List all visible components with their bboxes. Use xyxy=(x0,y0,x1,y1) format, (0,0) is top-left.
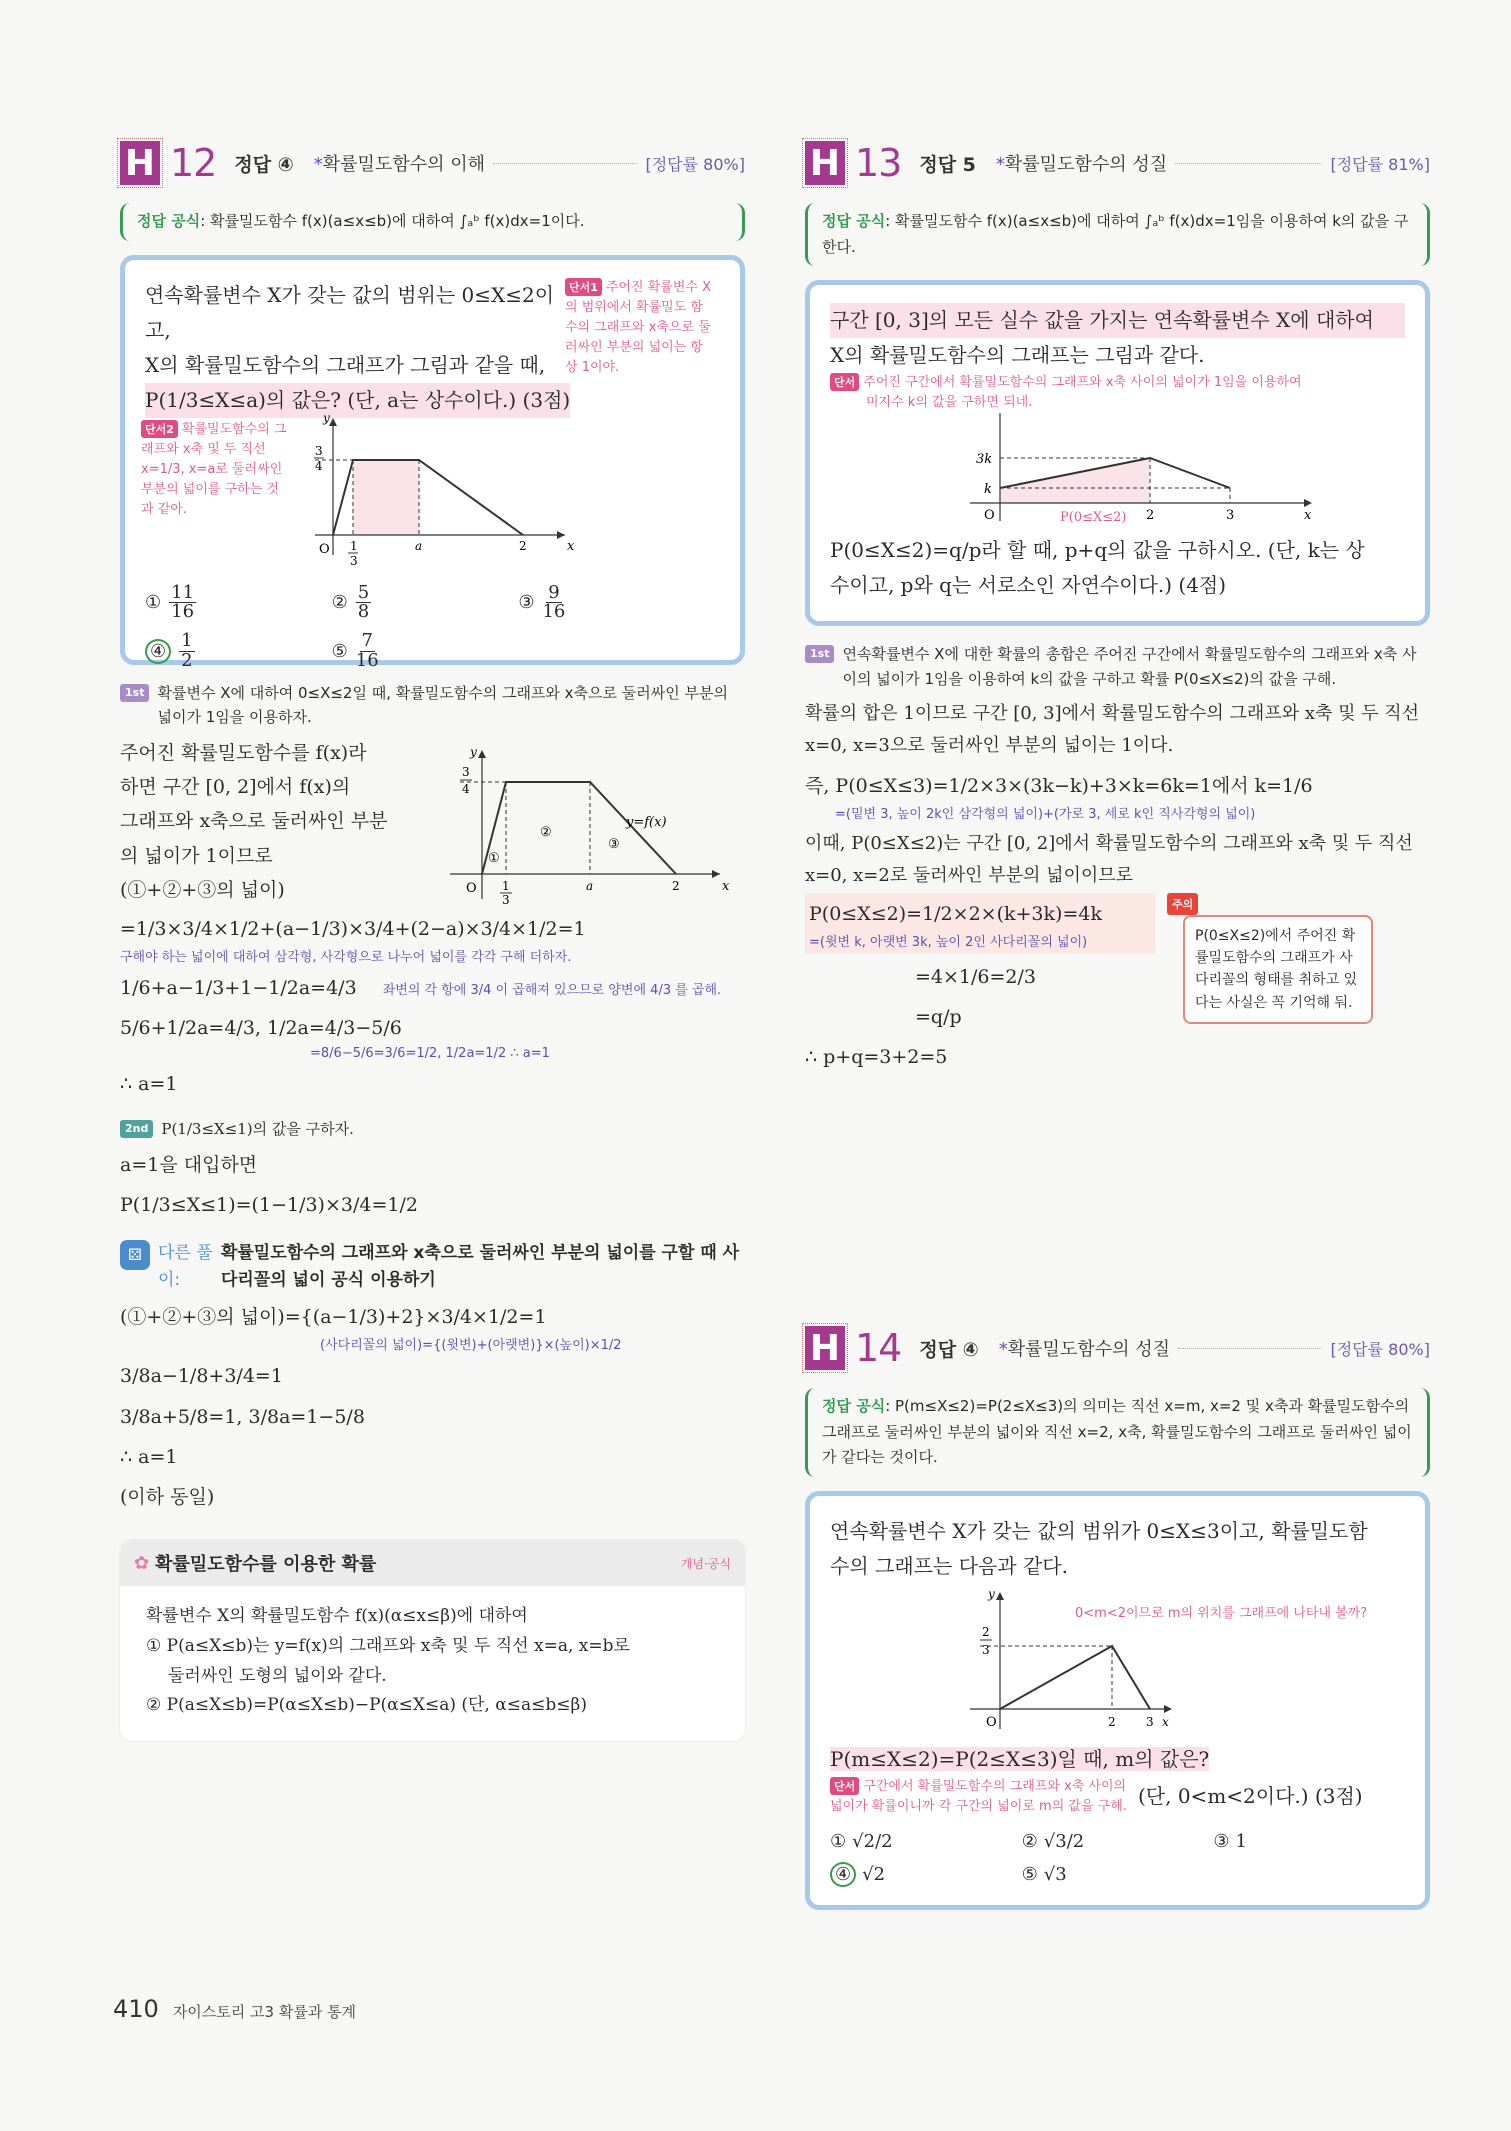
question-box xyxy=(120,255,745,672)
choice-2[interactable]: ② √3/2 xyxy=(1021,1830,1085,1852)
solution-step-2: 2nd P(1/3≤X≤1)의 값을 구하자. xyxy=(120,1117,745,1142)
svg-text:3: 3 xyxy=(315,443,323,458)
solution-step-1: 1st 확률변수 X에 대하여 0≤X≤2일 때, 확률밀도함수의 그래프와 x축으로 둘러싸인 부분의 넓이가 1임을 이용하자. xyxy=(120,681,745,731)
solution-step-1: 1st 연속확률변수 X에 대한 확률의 총합은 주어진 구간에서 확률밀도함수의 그래프와 x축 사이의 넓이가 1임을 이용하여 k의 값을 구하고 확률 P(0≤X≤2)의 값을 구해. xyxy=(805,642,1430,692)
choice-4-selected[interactable]: ④ $\frac{1}{2}$ xyxy=(145,632,332,671)
problem-letter-badge: H xyxy=(120,141,160,185)
question-box: 연속확률변수 X가 갖는 값의 범위가 0≤X≤3이고, 확률밀도함 수의 그래프는 다음과 같다. y 2 3 O 2 3 x 0<m<2이므로 m의 위치를 그래프에 나타내 볼까? P(m≤X≤2)=P(2≤X≤3)일 때, m의 값은? 단서 구간에서 확률밀도함수의 그래프와 x축 사이의 넓이가 확률이니까 각 구간의 넓이로 m의 값을 구해. (단, 0<m<2이다.) (3점) ① √2/2 ② √3/2 ③ 1 ④ √2 ⑤ √3 xyxy=(805,1491,1430,1910)
svg-text:2: 2 xyxy=(519,538,527,553)
topic: *확률밀도함수의 성질 xyxy=(995,154,1168,175)
svg-text:a: a xyxy=(415,538,423,553)
svg-text:3: 3 xyxy=(982,1642,990,1657)
problem-letter-badge: H xyxy=(805,141,845,185)
svg-text:x: x xyxy=(1162,1714,1169,1729)
leader-dots xyxy=(493,163,637,164)
svg-text:O: O xyxy=(466,881,477,896)
star-icon: * xyxy=(998,1339,1008,1360)
choice-5[interactable]: ⑤ √3 xyxy=(1021,1863,1067,1885)
answer-label: 정답 5 xyxy=(919,153,976,176)
svg-text:4: 4 xyxy=(462,782,470,796)
concept-box: ✿ 확률밀도함수를 이용한 확률 개념·공식 확률변수 X의 확률밀도함수 f(x)(α≤x≤β)에 대하여 ① P(a≤X≤b)는 y=f(x)의 그래프와 x축 및 두 직선 x=a, x=b로 둘러싸인 도형의 넓이와 같다. ② P(a≤X≤b)=P(α≤X≤b)−P(α≤X≤a) (단, α≤a≤b≤β) xyxy=(120,1540,745,1741)
problem-letter-badge: H xyxy=(805,1326,845,1370)
svg-text:3k: 3k xyxy=(976,452,993,468)
step-badge: 2nd xyxy=(120,1120,153,1138)
choice-2[interactable]: ② $\frac{5}{8}$ xyxy=(331,581,370,623)
book-title: 자이스토리 고3 확률과 통계 xyxy=(172,2003,357,2021)
svg-text:①: ① xyxy=(488,851,500,866)
answer-choices xyxy=(830,1831,1405,1887)
question-text: 연속확률변수 X가 갖는 값의 범위는 0≤X≤2이고, X의 확률밀도함수의 그래프가 그림과 같을 때, P(1/3≤X≤a)의 값은? (단, a는 상수이다.) (3점) xyxy=(145,278,575,418)
svg-text:1: 1 xyxy=(502,879,510,893)
problem-header xyxy=(805,1320,1430,1376)
leader-dots xyxy=(1178,1348,1322,1349)
trapezoid-area-eq: P(0≤X≤2)=1/2×2×(k+3k)=4k =(윗변 k, 아랫변 3k, 높이 2인 사다리꼴의 넓이) xyxy=(805,893,1155,954)
topic: *확률밀도함수의 이해 xyxy=(313,154,485,175)
choice-1[interactable]: ① $\frac{11}{16}$ xyxy=(145,581,195,623)
correct-rate: [정답률 81%] xyxy=(1330,154,1430,174)
star-icon: * xyxy=(313,154,323,175)
leader-dots xyxy=(1175,163,1322,164)
selected-circle-mark: ④ xyxy=(830,1862,856,1887)
pdf-graph xyxy=(295,410,585,568)
svg-text:3: 3 xyxy=(502,893,510,907)
answer-formula: 정답 공식: 확률밀도함수 f(x)(a≤x≤b)에 대하여 ∫ₐᵇ f(x)dx=1임을 이용하여 k의 값을 구한다. xyxy=(805,203,1430,266)
eq-area-sum: =1/3×3/4×1/2+(a−1/3)×3/4+(2−a)×3/4×1/2=1 xyxy=(120,918,586,940)
svg-text:y: y xyxy=(988,1586,995,1601)
svg-text:y: y xyxy=(323,410,330,425)
answer-label: 정답 ④ xyxy=(919,1338,979,1361)
svg-text:2: 2 xyxy=(672,879,680,893)
svg-text:y: y xyxy=(470,745,477,759)
page-footer xyxy=(113,1995,356,2023)
eq-solve-note: =8/6−5/6=3/6=1/2, 1/2a=1/2 ∴ a=1 xyxy=(310,1045,550,1061)
svg-text:a: a xyxy=(586,879,594,893)
correct-rate: [정답률 80%] xyxy=(645,154,745,174)
page-number: 410 xyxy=(113,1995,159,2023)
problem-header xyxy=(805,135,1430,191)
selected-circle-mark: ④ xyxy=(145,639,171,664)
hint-2: 단서2 확률밀도함수의 그래프와 x축 및 두 직선 x=1/3, x=a로 둘러싸인 부분의 넓이를 구하는 것과 같아. xyxy=(141,421,287,518)
correct-rate: [정답률 80%] xyxy=(1330,1339,1430,1359)
formula-label: 정답 공식 xyxy=(137,212,201,230)
step-badge: 1st xyxy=(120,684,149,702)
svg-text:4: 4 xyxy=(315,458,323,473)
formula-text: : 확률밀도함수 f(x)(a≤x≤b)에 대하여 ∫ₐᵇ f(x)dx=1이다. xyxy=(200,212,585,230)
eq-simplify: 1/6+a−1/3+1−1/2a=4/3 좌변의 각 항에 3/4 이 곱해져 있으므로 양변에 4/3 를 곱해. xyxy=(120,977,722,1000)
choice-5[interactable]: ⑤ $\frac{7}{16}$ xyxy=(331,630,379,672)
problem-h12: H 12 정답 ④ *확률밀도함수의 이해 [정답률 80%] 정답 공식: 확률밀도함수 f(x)(a≤x≤b)에 대하여 ∫ₐᵇ f(x)dx=1이다. 연속확률변수 X가 갖는 값의 범위는 0≤X≤2이고, X의 확률밀도함수의 그래프가 그림과 같을 때, P(1/3≤X≤a)의 값은? (단, a는 상수이다.) (3점) 단서1 주어진 확률변수 X의 범위에서 확률밀도 함수의 그래프와 x축으로 둘러싸인 부분의 넓이는 항상 1이야. 단서2 확률밀도함수의 그래프와 x축 및 두 직선 x=1/3, x=a로 둘러싸인 부분의 넓이를 구하는 것과 같아. y x O 3 4 1 3 a 2 ① $\frac{11}{16}$ ② $\frac{5}{8}$ ③ $\frac{9}{16}$ ④ $\frac{1}{2}$ ⑤ $\frac{7}{16}$ 1st 확률변수 X에 대하여 0≤X≤2일 때, 확률밀도함수의 그래프와 x축으로 둘러싸인 부분의 넓이가 1임을 이용하자. 주어진 확률밀도함수를 f(x)라 하면 구간 [0, 2]에서 f(x)의 그래프와 x축으로 둘러싸인 부분 의 넓이가 1이므로 (①+②+③의 넓이) y x O 3 4 1 3 a 2 ① ② ③ y=f(x) =1/3×3/4×1/2+(a−1/3)×3/4+(2−a)×3/4×1/2=1 구해야 하는 넓이에 대하여 삼각형, 사각형으로 나누어 넓이를 각각 구해 더하자. 1/6+a−1/3+1−1/2a=4/3 좌변의 각 항에 3/4 이 곱해져 있으므로 양변에 4/3 를 곱해. 5/6+1/2a=4/3, 1/2a=4/3−5/6 =8/6−5/6=3/6=1/2, 1/2a=1/2 ∴ a=1 ∴ a=1 2nd P(1/3≤X≤1)의 값을 구하자. a=1을 대입하면 P(1/3≤X≤1)=(1−1/3)×3/4=1/2 ⚄ 다른 풀이: 확률밀도함수의 그래프와 x축으로 둘러싸인 부분의 넓이를 구할 때 사다리꼴의 넓이 공식 이용하기 (①+②+③의 넓이)={(a−1/3)+2}×3/4×1/2=1 (사다리꼴의 넓이)={(윗변)+(아랫변)}×(높이)×1/2 3/8a−1/8+3/4=1 3/8a+5/8=1, 3/8a=1−5/8 ∴ a=1 (이하 동일) ✿ 확률밀도함수를 이용한 확률 개념·공식 확률변수 X의 확률밀도함수 f(x)(α≤x≤β)에 대하여 ① P(a≤X≤b)는 y=f(x)의 그래프와 x축 및 두 직선 x=a, x=b로 둘러싸인 도형의 넓이와 같다. ② P(a≤X≤b)=P(α≤X≤b)−P(α≤X≤a) (단, α≤a≤b≤β) xyxy=(120,135,745,1741)
eq-probability: P(1/3≤X≤1)=(1−1/3)×3/4=1/2 xyxy=(120,1193,418,1216)
svg-text:O: O xyxy=(319,541,330,557)
choice-3[interactable]: ③ 1 xyxy=(1213,1830,1247,1852)
choice-4-selected[interactable]: ④ √2 xyxy=(830,1862,1022,1887)
eq-solve: 5/6+1/2a=4/3, 1/2a=4/3−5/6 xyxy=(120,1017,402,1040)
svg-text:2: 2 xyxy=(1146,508,1155,524)
pdf-graph xyxy=(900,413,1420,526)
svg-text:3: 3 xyxy=(462,765,470,779)
svg-text:y=f(x): y=f(x) xyxy=(626,815,667,830)
eq-note: 구해야 하는 넓이에 대하여 삼각형, 사각형으로 나누어 넓이를 각각 구해 더하자. xyxy=(120,950,572,966)
hint-1: 단서1 주어진 확률변수 X의 범위에서 확률밀도 함수의 그래프와 x축으로 둘러싸인 부분의 넓이는 항상 1이야. xyxy=(565,279,711,376)
topic: *확률밀도함수의 성질 xyxy=(998,1339,1170,1360)
star-icon: * xyxy=(995,154,1005,175)
hint: 단서 구간에서 확률밀도함수의 그래프와 x축 사이의 넓이가 확률이니까 각 구간의 넓이로 m의 값을 구해. xyxy=(830,1778,1127,1814)
svg-text:x: x xyxy=(567,538,575,554)
svg-text:1: 1 xyxy=(350,538,358,553)
caution-tag: 주의 xyxy=(1167,893,1198,915)
svg-text:O: O xyxy=(986,1714,997,1730)
dice-icon: ⚄ xyxy=(120,1240,150,1270)
svg-text:3: 3 xyxy=(350,553,358,568)
eq-result: ∴ a=1 xyxy=(120,1072,178,1095)
svg-text:2: 2 xyxy=(982,1624,990,1639)
solution-graph xyxy=(440,744,740,907)
flower-icon: ✿ xyxy=(134,1552,150,1574)
problem-number: 14 xyxy=(855,1326,902,1370)
hint: 단서 주어진 구간에서 확률밀도함수의 그래프와 x축 사이의 넓이가 1임을 이용하여 xyxy=(830,373,1405,393)
problem-h14 xyxy=(805,1320,1430,1910)
problem-header xyxy=(120,135,745,191)
problem-number: 12 xyxy=(170,141,217,185)
svg-text:2: 2 xyxy=(1108,1714,1116,1729)
problem-number: 13 xyxy=(855,141,902,185)
answer-formula xyxy=(120,203,745,241)
answer-formula: 정답 공식: P(m≤X≤2)=P(2≤X≤3)의 의미는 직선 x=m, x=2 및 x축과 확률밀도함수의 그래프로 둘러싸인 부분의 넓이와 직선 x=2, x축, 확률밀도함수의 그래프로 둘러싸인 넓이가 같다는 것이다. xyxy=(805,1388,1430,1477)
step1-body: 주어진 확률밀도함수를 f(x)라 하면 구간 [0, 2]에서 f(x)의 그래프와 x축으로 둘러싸인 부분 의 넓이가 1이므로 (①+②+③의 넓이) y x O 3 4 1 3 a 2 ① ② ③ y=f(x) xyxy=(120,736,745,906)
answer-choices xyxy=(145,581,705,672)
svg-text:②: ② xyxy=(540,825,552,840)
alternative-solution: ⚄ 다른 풀이: 확률밀도함수의 그래프와 x축으로 둘러싸인 부분의 넓이를 구할 때 사다리꼴의 넓이 공식 이용하기 xyxy=(120,1240,745,1294)
svg-text:k: k xyxy=(984,482,992,498)
svg-text:x: x xyxy=(1304,508,1312,524)
choice-1[interactable]: ① √2/2 xyxy=(830,1830,893,1852)
svg-text:3: 3 xyxy=(1226,508,1235,524)
svg-text:O: O xyxy=(984,508,995,524)
svg-text:③: ③ xyxy=(608,837,620,852)
svg-text:3: 3 xyxy=(1146,1714,1154,1729)
svg-text:x: x xyxy=(722,879,730,894)
svg-text:P(0≤X≤2): P(0≤X≤2) xyxy=(1060,510,1127,526)
answer-label: 정답 ④ xyxy=(234,153,294,176)
question-box: 구간 [0, 3]의 모든 실수 값을 가지는 연속확률변수 X에 대하여 X의 확률밀도함수의 그래프는 그림과 같다. 단서 주어진 구간에서 확률밀도함수의 그래프와 x축 사이의 넓이가 1임을 이용하여 미지수 k의 값을 구하면 되네. 3k k O 2 3 x P(0≤X≤2) P(0≤X≤2)=q/p라 할 때, p+q의 값을 구하시오. (단, k는 상 수이고, p와 q는 서로소인 자연수이다.) (4점) xyxy=(805,280,1430,626)
problem-h13: H 13 정답 5 *확률밀도함수의 성질 [정답률 81%] 정답 공식: 확률밀도함수 f(x)(a≤x≤b)에 대하여 ∫ₐᵇ f(x)dx=1임을 이용하여 k의 값을 구한다. 구간 [0, 3]의 모든 실수 값을 가지는 연속확률변수 X에 대하여 X의 확률밀도함수의 그래프는 그림과 같다. 단서 주어진 구간에서 확률밀도함수의 그래프와 x축 사이의 넓이가 1임을 이용하여 미지수 k의 값을 구하면 되네. 3k k O 2 3 x P(0≤X≤2) P(0≤X≤2)=q/p라 할 때, p+q의 값을 구하시오. (단, k는 상 수이고, p와 q는 서로소인 자연수이다.) (4점) 1st 연속확률변수 X에 대한 확률의 총합은 주어진 구간에서 확률밀도함수의 그래프와 x축 사이의 넓이가 1임을 이용하여 k의 값을 구하고 확률 P(0≤X≤2)의 값을 구해. 확률의 합은 1이므로 구간 [0, 3]에서 확률밀도함수의 그래프와 x축 및 두 직선 x=0, x=3으로 둘러싸인 부분의 넓이는 1이다. 즉, P(0≤X≤3)=1/2×3×(3k−k)+3×k=6k=1에서 k=1/6 =(밑변 3, 높이 2k인 삼각형의 넓이)+(가로 3, 세로 k인 직사각형의 넓이) 이때, P(0≤X≤2)는 구간 [0, 2]에서 확률밀도함수의 그래프와 x축 및 두 직선 x=0, x=2로 둘러싸인 부분의 넓이이므로 P(0≤X≤2)=1/2×2×(k+3k)=4k =(윗변 k, 아랫변 3k, 높이 2인 사다리꼴의 넓이) 주의 P(0≤X≤2)에서 주어진 확률밀도함수의 그래프가 사다리꼴의 형태를 취하고 있다는 사실은 꼭 기억해 둬. =4×1/6=2/3 =q/p ∴ p+q=3+2=5 xyxy=(805,135,1430,1074)
graph-note: 0<m<2이므로 m의 위치를 그래프에 나타내 볼까? xyxy=(1075,1605,1368,1621)
choice-3[interactable]: ③ $\frac{9}{16}$ xyxy=(518,581,566,623)
caution-note: P(0≤X≤2)에서 주어진 확률밀도함수의 그래프가 사다리꼴의 형태를 취하고 있다는 사실은 꼭 기억해 둬. xyxy=(1183,915,1373,1025)
